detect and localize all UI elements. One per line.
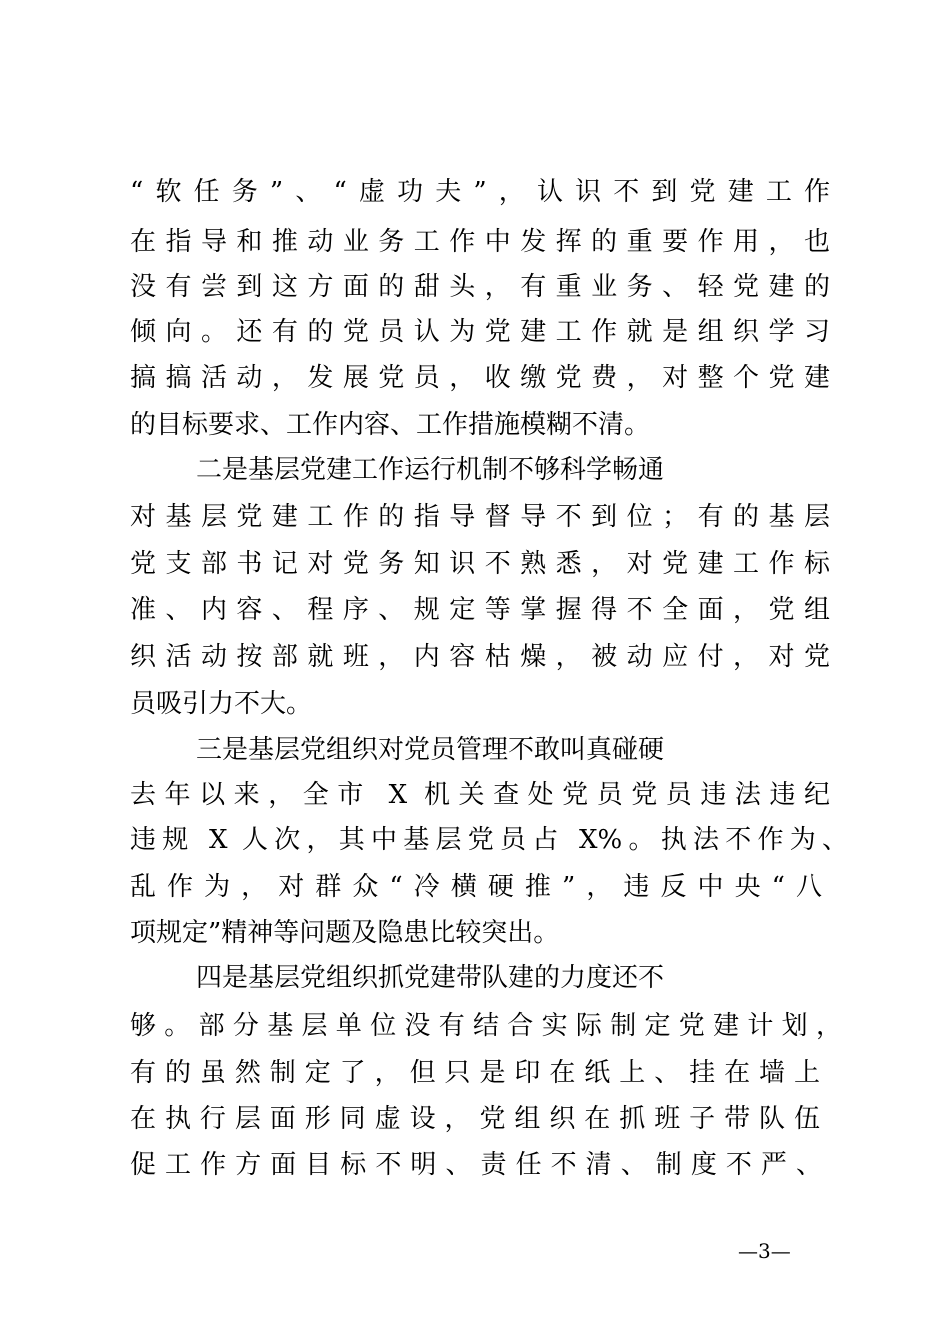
body-text-line: 搞搞活动，发展党员，收缴党费，对整个党建 bbox=[130, 363, 830, 393]
body-text-line: 项规定”精神等问题及隐患比较突出。 bbox=[130, 918, 560, 948]
body-text-line: 够。部分基层单位没有结合实际制定党建计划， bbox=[130, 1011, 842, 1041]
body-text-line: 在指导和推动业务工作中发挥的重要作用，也 bbox=[130, 227, 830, 257]
section-heading-2: 二是基层党建工作运行机制不够科学畅通 bbox=[196, 455, 665, 485]
page-number: —3— bbox=[738, 1239, 791, 1263]
body-text-line: 倾向。还有的党员认为党建工作就是组织学习 bbox=[130, 317, 830, 347]
body-text-line: 准、内容、程序、规定等掌握得不全面，党组 bbox=[130, 595, 830, 625]
section-heading-3: 三是基层党组织对党员管理不敢叫真碰硬 bbox=[196, 735, 665, 765]
body-text-line: 织活动按部就班，内容枯燥，被动应付，对党 bbox=[130, 642, 830, 672]
body-text-line: 有的虽然制定了，但只是印在纸上、挂在墙上 bbox=[130, 1058, 820, 1088]
body-text-line: 去年以来，全市 X 机关查处党员党员违法违纪 bbox=[130, 780, 830, 810]
body-text-line: 对基层党建工作的指导督导不到位；有的基层 bbox=[130, 502, 830, 532]
body-text-line: 的目标要求、工作内容、工作措施模糊不清。 bbox=[130, 410, 651, 440]
body-text-line: 没有尝到这方面的甜头，有重业务、轻党建的 bbox=[130, 272, 830, 302]
body-text-line: 乱作为，对群众“冷横硬推”，违反中央“八 bbox=[130, 872, 822, 902]
body-text-line: 违规 X 人次，其中基层党员占 X%。执法不作为、 bbox=[130, 825, 848, 855]
body-text-line: 促工作方面目标不明、责任不清、制度不严、 bbox=[130, 1150, 822, 1180]
body-text-line: 党支部书记对党务知识不熟悉，对党建工作标 bbox=[130, 549, 830, 579]
body-text-line: “软任务”、“虚功夫”，认识不到党建工作 bbox=[130, 177, 830, 207]
body-text-line: 在执行层面形同虚设，党组织在抓班子带队伍 bbox=[130, 1104, 820, 1134]
body-text-line: 员吸引力不大。 bbox=[130, 689, 313, 719]
section-heading-4: 四是基层党组织抓党建带队建的力度还不 bbox=[196, 963, 665, 993]
